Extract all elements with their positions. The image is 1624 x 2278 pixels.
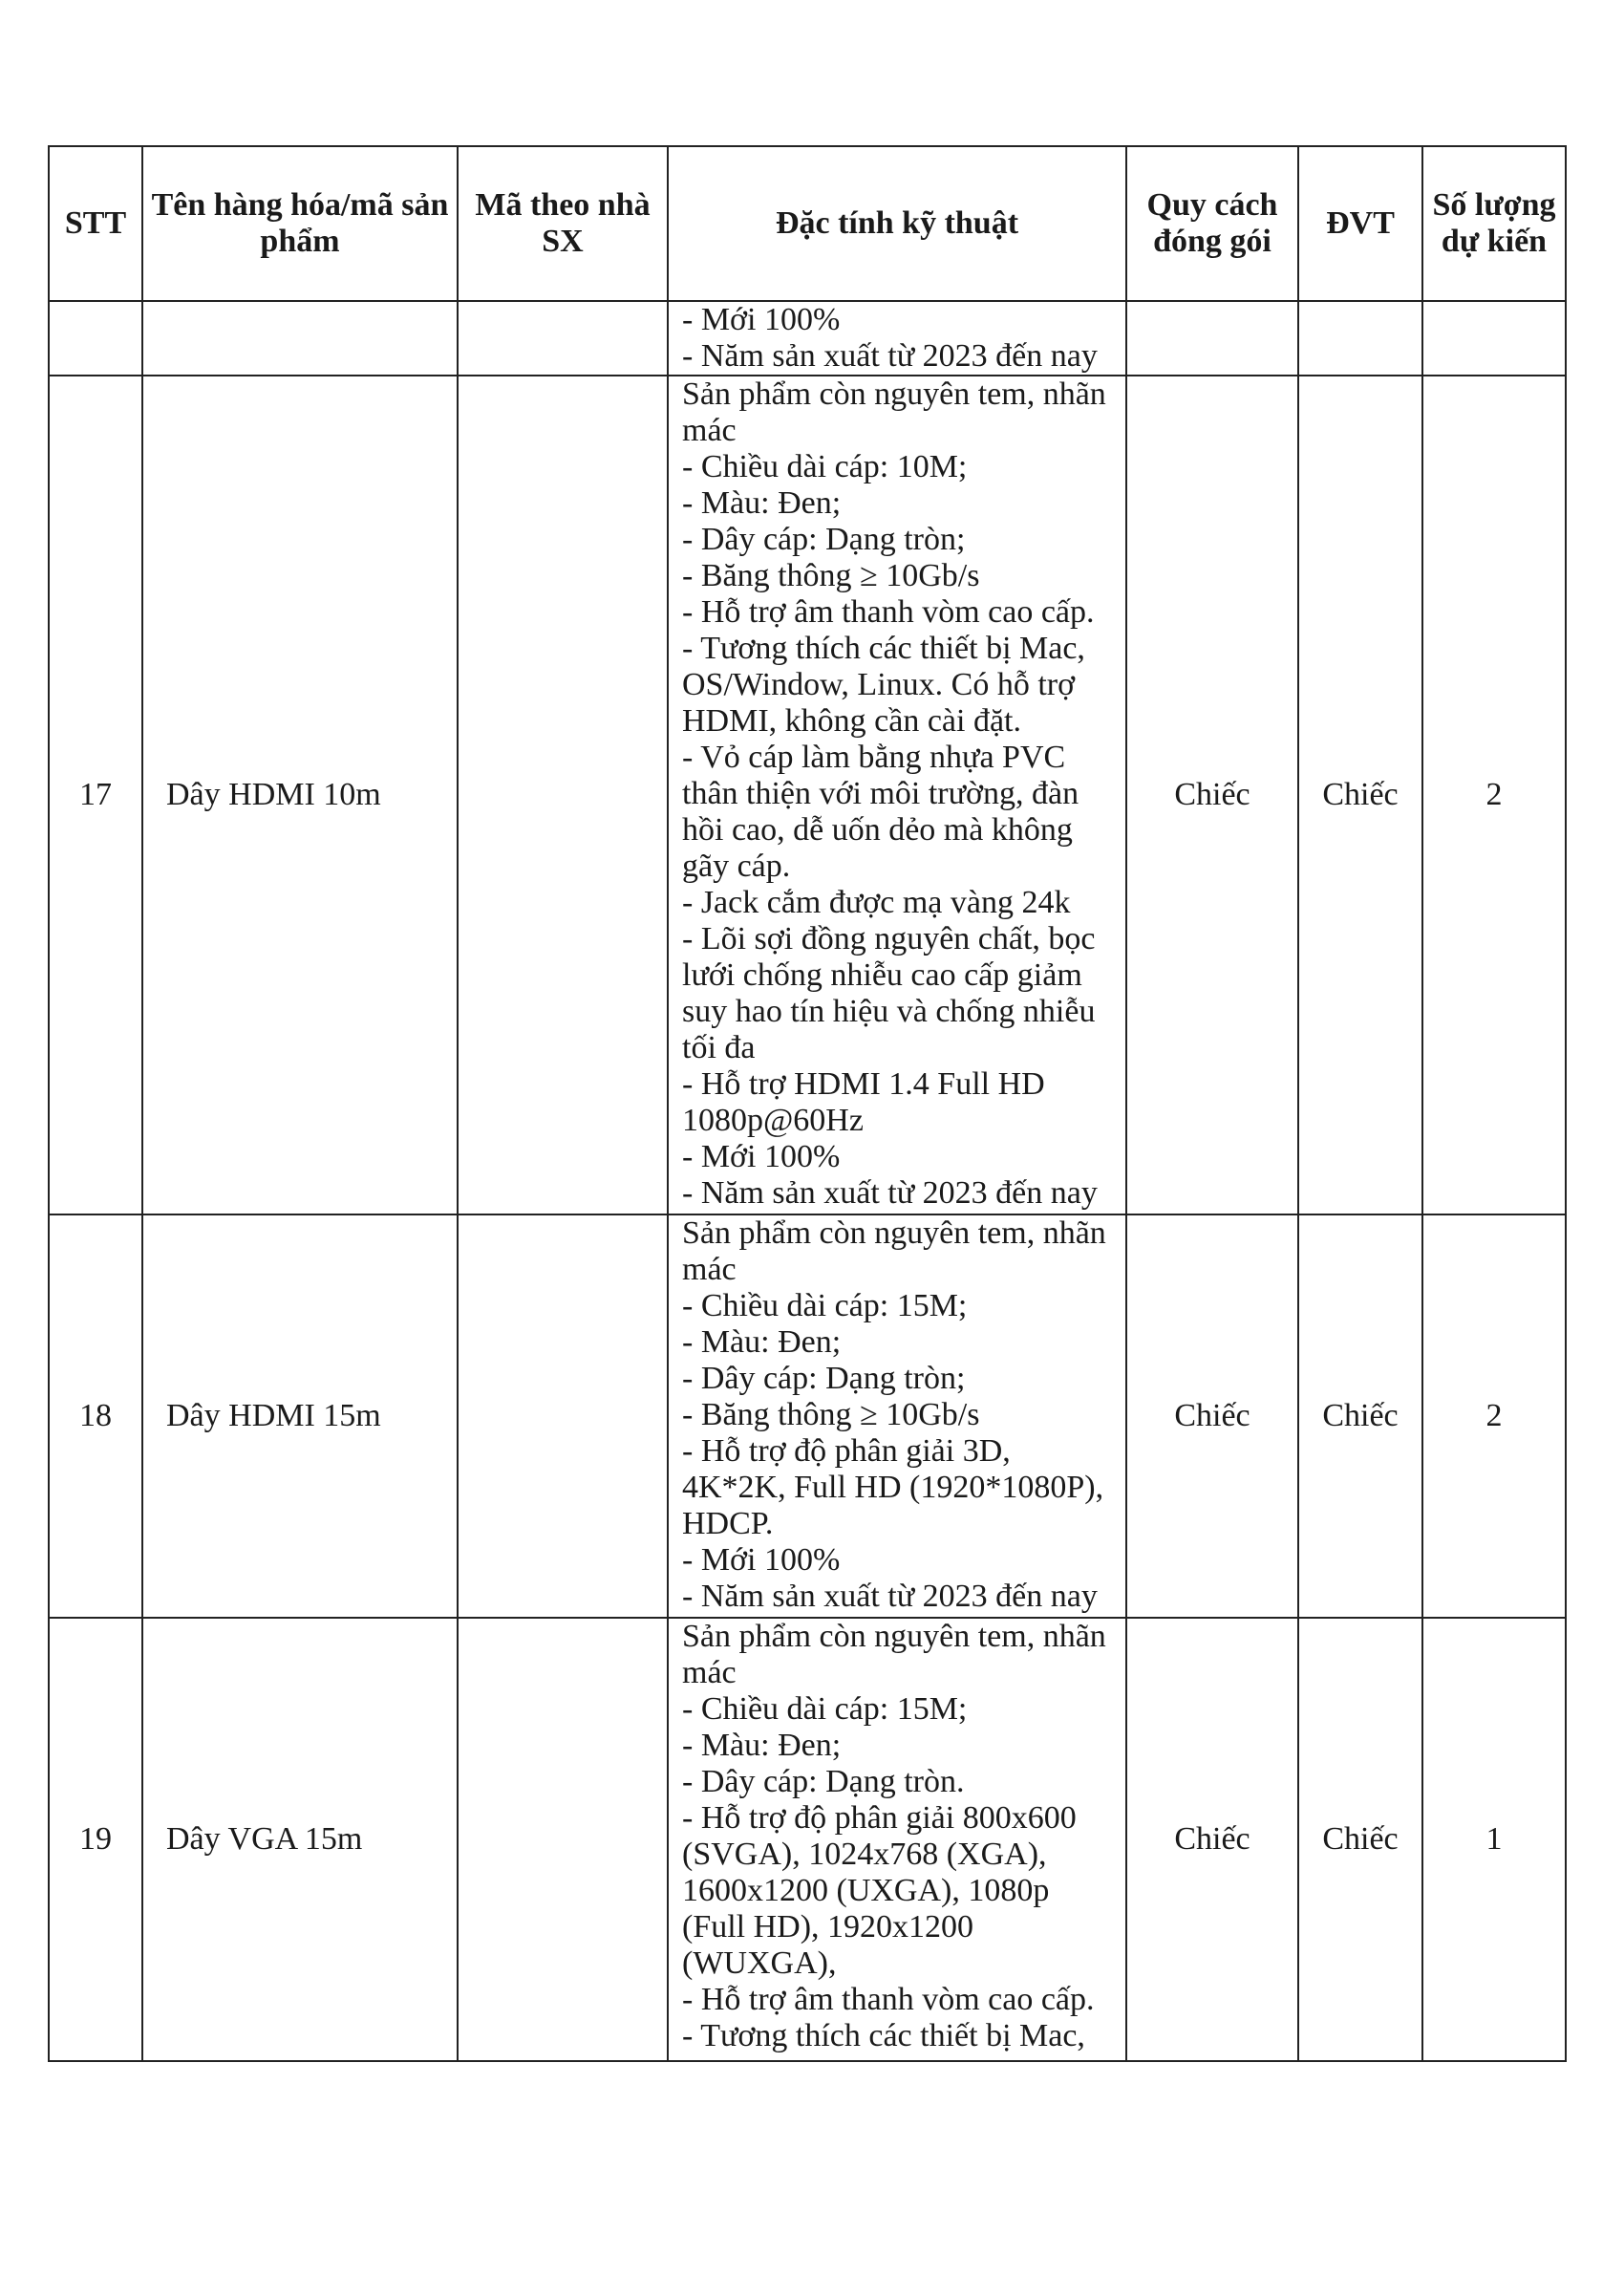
spec-line: Sản phẩm còn nguyên tem, nhãn bbox=[682, 1619, 1106, 1654]
table-row bbox=[49, 1618, 1566, 2061]
spec-line: hồi cao, dễ uốn dẻo mà không bbox=[682, 812, 1073, 848]
spec-line: 1080p@60Hz bbox=[682, 1103, 864, 1138]
spec-line: OS/Window, Linux. Có hỗ trợ bbox=[682, 667, 1076, 702]
cell-code bbox=[458, 1214, 668, 1618]
spec-line: - Băng thông ≥ 10Gb/s bbox=[682, 558, 980, 593]
cell-spec bbox=[668, 376, 1126, 1214]
spec-line: - Hỗ trợ âm thanh vòm cao cấp. bbox=[682, 594, 1095, 630]
spec-line: - Chiều dài cáp: 15M; bbox=[682, 1691, 968, 1727]
cell-qty bbox=[1422, 301, 1566, 376]
spec-line: - Năm sản xuất từ 2023 đến nay bbox=[682, 338, 1098, 374]
cell-unit: Chiếc bbox=[1298, 1214, 1422, 1618]
spec-line: - Băng thông ≥ 10Gb/s bbox=[682, 1397, 980, 1432]
spec-line: HDCP. bbox=[682, 1506, 774, 1541]
cell-unit: Chiếc bbox=[1298, 376, 1422, 1214]
cell-name: Dây VGA 15m bbox=[142, 1618, 458, 2061]
cell-qty: 1 bbox=[1422, 1618, 1566, 2061]
spec-line: - Màu: Đen; bbox=[682, 1324, 842, 1360]
cell-name: Dây HDMI 10m bbox=[142, 376, 458, 1214]
cell-spec bbox=[668, 1214, 1126, 1618]
spec-line: - Dây cáp: Dạng tròn; bbox=[682, 522, 966, 557]
spec-line: - Hỗ trợ âm thanh vòm cao cấp. bbox=[682, 1982, 1095, 2017]
spec-line: Sản phẩm còn nguyên tem, nhãn bbox=[682, 1215, 1106, 1251]
cell-stt: 19 bbox=[49, 1618, 142, 2061]
cell-code bbox=[458, 1618, 668, 2061]
header-unit: ĐVT bbox=[1298, 146, 1422, 301]
spec-line: - Hỗ trợ độ phân giải 3D, bbox=[682, 1433, 1011, 1469]
spec-line: - Lõi sợi đồng nguyên chất, bọc bbox=[682, 921, 1096, 956]
spec-line: - Chiều dài cáp: 15M; bbox=[682, 1288, 968, 1323]
spec-line: - Tương thích các thiết bị Mac, bbox=[682, 631, 1085, 666]
spec-line: - Jack cắm được mạ vàng 24k bbox=[682, 885, 1071, 920]
header-code: Mã theo nhà SX bbox=[458, 146, 668, 301]
spec-line: gãy cáp. bbox=[682, 849, 791, 884]
spec-line: lưới chống nhiễu cao cấp giảm bbox=[682, 957, 1082, 993]
table-row bbox=[49, 1214, 1566, 1618]
spec-line: - Dây cáp: Dạng tròn. bbox=[682, 1764, 965, 1799]
header-name: Tên hàng hóa/mã sản phẩm bbox=[142, 146, 458, 301]
cell-name: Dây HDMI 15m bbox=[142, 1214, 458, 1618]
spec-line: HDMI, không cần cài đặt. bbox=[682, 703, 1022, 739]
spec-line: mác bbox=[682, 413, 737, 448]
table-row bbox=[49, 376, 1566, 1214]
spec-line: - Mới 100% bbox=[682, 302, 841, 337]
spec-line: - Mới 100% bbox=[682, 1542, 841, 1578]
cell-qty: 2 bbox=[1422, 1214, 1566, 1618]
cell-code bbox=[458, 301, 668, 376]
spec-line: - Dây cáp: Dạng tròn; bbox=[682, 1361, 966, 1396]
cell-stt: 17 bbox=[49, 376, 142, 1214]
cell-code bbox=[458, 376, 668, 1214]
spec-line: 4K*2K, Full HD (1920*1080P), bbox=[682, 1470, 1104, 1505]
cell-spec bbox=[668, 1618, 1126, 2061]
header-qty: Số lượng dự kiến bbox=[1422, 146, 1566, 301]
spec-line: Sản phẩm còn nguyên tem, nhãn bbox=[682, 376, 1106, 412]
spec-line: - Màu: Đen; bbox=[682, 1728, 842, 1763]
cell-unit bbox=[1298, 301, 1422, 376]
cell-stt bbox=[49, 301, 142, 376]
header-packing: Quy cách đóng gói bbox=[1126, 146, 1298, 301]
spec-line: - Năm sản xuất từ 2023 đến nay bbox=[682, 1579, 1098, 1614]
header-spec: Đặc tính kỹ thuật bbox=[668, 146, 1126, 301]
cell-packing bbox=[1126, 301, 1298, 376]
spec-line: - Năm sản xuất từ 2023 đến nay bbox=[682, 1175, 1098, 1211]
spec-line: mác bbox=[682, 1252, 737, 1287]
cell-packing: Chiếc bbox=[1126, 1618, 1298, 2061]
spec-line: - Hỗ trợ HDMI 1.4 Full HD bbox=[682, 1066, 1045, 1102]
spec-line: mác bbox=[682, 1655, 737, 1690]
spec-line: (SVGA), 1024x768 (XGA), bbox=[682, 1837, 1047, 1872]
cell-qty: 2 bbox=[1422, 376, 1566, 1214]
spec-line: (WUXGA), bbox=[682, 1945, 837, 1981]
spec-line: - Màu: Đen; bbox=[682, 485, 842, 521]
table-row-continuation bbox=[49, 301, 1566, 376]
spec-line: suy hao tín hiệu và chống nhiễu bbox=[682, 994, 1096, 1029]
specification-table bbox=[48, 145, 1567, 2062]
spec-line: - Hỗ trợ độ phân giải 800x600 bbox=[682, 1800, 1077, 1836]
cell-packing: Chiếc bbox=[1126, 1214, 1298, 1618]
cell-spec bbox=[668, 301, 1126, 376]
header-stt: STT bbox=[49, 146, 142, 301]
spec-line: (Full HD), 1920x1200 bbox=[682, 1909, 974, 1945]
spec-line: thân thiện với môi trường, đàn bbox=[682, 776, 1079, 811]
spec-line: tối đa bbox=[682, 1030, 756, 1065]
cell-packing: Chiếc bbox=[1126, 376, 1298, 1214]
spec-line: - Chiều dài cáp: 10M; bbox=[682, 449, 968, 484]
header-row bbox=[49, 146, 1566, 301]
cell-stt: 18 bbox=[49, 1214, 142, 1618]
spec-line: - Mới 100% bbox=[682, 1139, 841, 1174]
spec-line: 1600x1200 (UXGA), 1080p bbox=[682, 1873, 1050, 1908]
spec-line: - Tương thích các thiết bị Mac, bbox=[682, 2018, 1085, 2053]
spec-line: - Vỏ cáp làm bằng nhựa PVC bbox=[682, 740, 1066, 775]
cell-unit: Chiếc bbox=[1298, 1618, 1422, 2061]
cell-name bbox=[142, 301, 458, 376]
